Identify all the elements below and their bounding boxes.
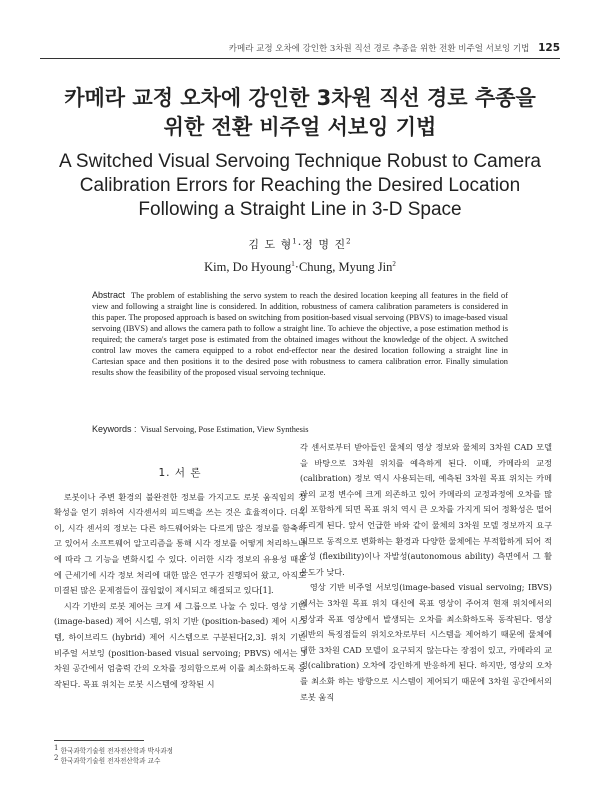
footnote-1-text: 한국과학기술원 전자전산학과 박사과정 <box>60 747 174 755</box>
abstract <box>92 290 508 378</box>
header-rule <box>40 58 560 59</box>
author-1-ko-affil: 1 <box>292 237 298 246</box>
abstract-label: Abstract <box>92 290 126 300</box>
authors-english <box>0 260 600 275</box>
author-2-ko: 정 명 진 <box>302 238 347 251</box>
author-1-ko: 김 도 형 <box>248 238 293 251</box>
keywords-text: Visual Servoing, Pose Estimation, View Synthesis <box>140 425 309 434</box>
footnote-1-mark: 1 <box>54 743 59 752</box>
right-paragraph-1: 각 센서로부터 받아들인 물체의 영상 정보와 물체의 3차원 CAD 모델을 바탕으로 3차원 위치를 예측하게 된다. 이때, 카메라의 교정(calibration) 정보 역시 사용되는데, 예측된 3차원 목표 위치는 카메라의 교정 변수에 크게 의존하고 있어 카메라의 교정과정에 오차를 많이 포함하게 되면 목표 위치 역시 큰 오차를 가지게 되어 정확성은 떨어뜨리게 된다. 앞서 언급한 바와 같이 물체의 3차원 모델 정보까지 요구되므로 동적으로 변화하는 환경과 다양한 물체에는 부적합하게 되어 적응성 (flexibility)이나 자발성(autonomous ability) 측면에서 그 활용도가 낮다. <box>300 442 552 577</box>
body-right-column <box>300 440 552 705</box>
page-number: 125 <box>538 42 560 54</box>
footnotes <box>54 743 294 766</box>
right-paragraph-2: 영상 기반 비주얼 서보잉(image-based visual servoing; IBVS)에서는 3차원 목표 위치 대신에 목표 영상이 주어져 현재 위치에서의 영상과 목표 영상에서 발생되는 오차를 최소화하도록 동작된다. 영상 기반의 특징점들의 위치오차로부터 시스템을 제어하기 때문에 물체에 대한 3차원 CAD 모델이 요구되지 않는다는 장점이 있고, 카메라의 교정(calibration) 오차에 강인하게 반응하게 된다. 하지만, 영상의 오차를 최소화 하는 방향으로 시스템이 제어되기 때문에 3차원 공간에서의 로봇 움직 <box>300 582 552 702</box>
footnote-2-text: 한국과학기술원 전자전산학과 교수 <box>60 757 161 765</box>
footnote-1 <box>54 743 294 756</box>
authors-korean <box>0 236 600 252</box>
title-korean-line-2: 위한 전환 비주얼 서보잉 기법 <box>163 115 437 139</box>
title-english-line-3: Following a Straight Line in 3-D Space <box>138 199 462 220</box>
author-2-en-affil: 2 <box>392 259 396 268</box>
intro-paragraph-1: 로봇이나 주변 환경의 불완전한 정보를 가지고도 로봇 움직임의 정확성을 얻기 위하여 시각센서의 피드백을 쓰는 것은 효율적이다. 더욱이, 시각 센서의 정보는 다른 하드웨어와는 다르게 많은 정보를 함축하고 있어서 소프트웨어 알고리즘을 통해 시각 정보를 어떻게 처리하느냐에 따라 그 기능을 변화시킬 수 있다. 이러한 시각 정보의 유용성 때문에 근세기에 시각 정보 처리에 대한 많은 연구가 진행되어 왔고, 아직도 미결된 많은 문제점들이 끊임없이 제시되고 해결되고 있다[1]. <box>54 491 306 596</box>
body-left-column <box>54 466 306 692</box>
footnote-2 <box>54 753 294 766</box>
author-2-ko-affil: 2 <box>346 237 352 246</box>
author-separator-ko: · <box>297 238 303 251</box>
author-2-en: Chung, Myung Jin <box>298 260 393 274</box>
intro-paragraph-2: 시각 기반의 로봇 제어는 크게 세 그룹으로 나눌 수 있다. 영상 기반 (image-based) 제어 시스템, 위치 기반 (position-based) 제어 시스템, 하이브리드 (hybrid) 제어 시스템으로 구분된다[2,3]. 위치 기반 비주얼 서보잉 (position-based visual servoing; PBVS) 에서는 3차원 공간에서 엄춤력 간의 오차를 정의함으로써 이를 최소화하도록 동작된다. 목표 위치는 로봇 시스템에 장착된 시 <box>54 600 306 689</box>
title-english-line-1: A Switched Visual Servoing Technique Robust to Camera <box>59 151 541 172</box>
author-1-en-affil: 1 <box>291 259 295 268</box>
footnote-rule <box>54 740 144 741</box>
title-english <box>40 150 560 222</box>
running-header <box>40 42 560 54</box>
author-1-en: Kim, Do Hyoung <box>204 260 292 274</box>
section-heading-introduction: 1. 서 론 <box>158 467 202 479</box>
footnote-2-mark: 2 <box>54 753 59 762</box>
running-header-text: 카메라 교정 오차에 강인한 3차원 직선 경로 추종을 위한 전환 비주얼 서보잉 기법 <box>228 44 530 54</box>
keywords <box>92 424 508 434</box>
title-korean <box>40 84 560 142</box>
title-english-line-2: Calibration Errors for Reaching the Desired Location <box>79 175 521 196</box>
keywords-label: Keywords : <box>92 424 137 434</box>
title-korean-line-1: 카메라 교정 오차에 강인한 3차원 직선 경로 추종을 <box>64 86 536 110</box>
abstract-text: The problem of establishing the servo system to reach the desired location keeping all features in the field of view and following a straight line is considered. In addition, robustness of camera calibration parameters is considered in this paper. The proposed approach is based on switching from position-based visual servoing (PBVS) to image-based visual servoing (IBVS) and allows the camera path to follow a straight line. To achieve the objective, a pose estimation method is required; the camera's target pose is estimated from the obtained images without the knowledge of the object. A switched control law moves the camera equipped to a robot end-effector near the desired location following a straight line in Cartesian space and then positions it to the desired pose with robustness to camera calibration error. Finally simulation results show the feasibility of the proposed visual servoing technique. <box>92 291 508 377</box>
author-separator-en: · <box>294 260 299 274</box>
